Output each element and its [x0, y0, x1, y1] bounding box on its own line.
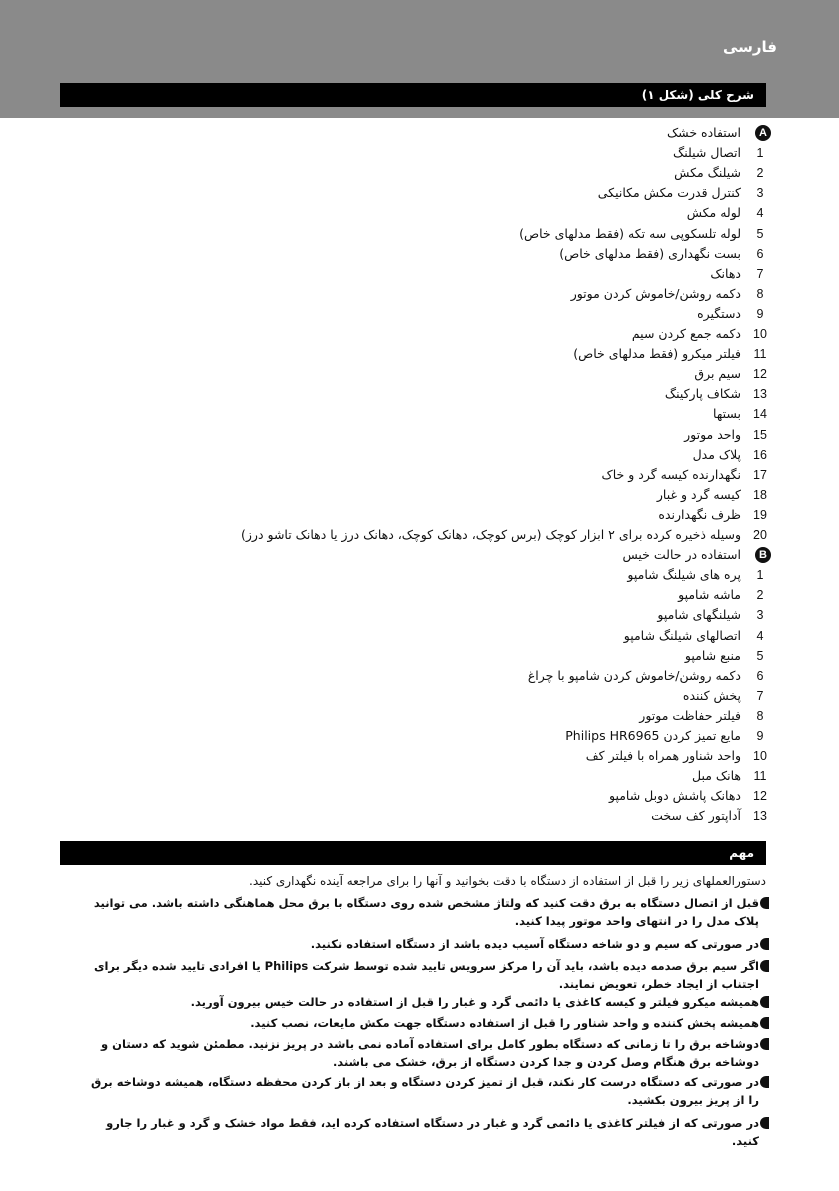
list-item: شکاف پارکینگ: [664, 386, 741, 402]
list-item-number: 10: [753, 749, 767, 764]
group-B-badge: B: [755, 547, 771, 563]
list-item-number: 11: [753, 769, 767, 784]
list-item-number: 5: [756, 648, 764, 663]
group-A-badge: A: [755, 125, 771, 141]
warning-item: در صورتی که سیم و دو شاخه دستگاه آسیب دیده باشد از دستگاه استفاده نکنید.: [310, 937, 759, 951]
bullet-icon: [760, 996, 769, 1008]
list-item: لوله مکش: [686, 205, 741, 221]
list-item: دهانک پاشش دوبل شامپو: [608, 788, 741, 804]
group-A-label: استفاده خشک: [666, 125, 741, 140]
list-item: شیلنگهای شامپو: [657, 607, 741, 623]
list-item-number: 16: [753, 447, 767, 462]
list-item-number: 6: [756, 246, 764, 261]
warning-item: همیشه پخش کننده و واحد شناور را قبل از استفاده دستگاه جهت مکش مایعات، نصب کنید.: [250, 1016, 759, 1030]
list-item: نگهدارنده کیسه گرد و خاک: [601, 466, 741, 482]
warning-item: همیشه میکرو فیلتر و کیسه کاغذی یا دائمی گرد و غبار را قبل از استفاده در حالت خیس بیرون آورید.: [190, 995, 759, 1009]
list-item: ماشه شامپو: [678, 587, 741, 603]
bullet-icon: [760, 960, 769, 972]
list-item: شیلنگ مکش: [674, 165, 741, 181]
list-item-number: 1: [756, 568, 764, 583]
list-item: هانک مبل: [692, 768, 741, 784]
list-item: بستها: [713, 406, 741, 422]
section-title-important: مهم: [60, 841, 766, 865]
list-item-number: 3: [756, 608, 764, 623]
list-item-number: 7: [756, 688, 764, 703]
list-item-number: 1: [756, 146, 764, 161]
list-item: وسیله ذخیره کرده برای ۲ ابزار کوچک (برس کوچک، دهانک کوچک، دهانک درز یا دهانک تاشو درز): [241, 527, 741, 542]
list-item: فیلتر حفاظت موتور: [639, 707, 741, 723]
list-item: فیلتر میکرو (فقط مدلهای خاص): [573, 346, 741, 362]
list-item-number: 13: [753, 387, 767, 402]
list-item: مایع تمیز کردن Philips HR6965: [565, 728, 741, 743]
list-item-number: 17: [753, 467, 767, 482]
list-item-number: 15: [753, 427, 767, 442]
list-item: واحد شناور همراه با فیلتر کف: [585, 748, 741, 764]
bullet-icon: [760, 1076, 769, 1088]
list-item-number: 11: [753, 347, 767, 362]
warning-item: قبل از اتصال دستگاه به برق دقت کنید که ولتاژ مشخص شده روی دستگاه با برق محل هماهنگی داشته باشد. می توانید پلاک مدل را در انتهای واحد موتور پیدا کنید.: [93, 896, 759, 928]
list-item-number: 18: [753, 487, 767, 502]
list-item-number: 9: [756, 729, 764, 743]
list-item: کنترل قدرت مکش مکانیکی: [597, 185, 741, 201]
warning-item: در صورتی که دستگاه درست کار نکند، قبل از تمیز کردن دستگاه و بعد از باز کردن محفظه دستگاه، همیشه دوشاخه برق را از پریز بیرون بکشید.: [90, 1075, 759, 1107]
warning-item: دوشاخه برق را تا زمانی که دستگاه بطور کامل برای استفاده آماده نمی باشد در پریز نزنید. مطمئن شوید که دستان و دوشاخه برق هنگام وصل کردن و جدا کردن دستگاه از برق، خشک می باشند.: [101, 1037, 759, 1069]
list-item-number: 2: [756, 588, 764, 603]
list-item: دهانک: [710, 265, 741, 281]
list-item-number: 8: [756, 708, 764, 723]
list-item-number: 8: [756, 286, 764, 301]
list-item: دستگیره: [697, 305, 741, 321]
list-item-number: 13: [753, 809, 767, 824]
list-item-number: 3: [756, 186, 764, 201]
list-item-number: 7: [756, 266, 764, 281]
bullet-icon: [760, 938, 769, 950]
list-item: دکمه جمع کردن سیم: [631, 326, 741, 341]
list-item-number: 9: [756, 306, 764, 321]
list-item: آداپتور کف سخت: [651, 808, 741, 824]
list-item: پره های شیلنگ شامپو: [627, 567, 741, 583]
list-item-number: 19: [753, 507, 767, 522]
group-B-label: استفاده در حالت خیس: [622, 547, 741, 563]
bullet-icon: [760, 1038, 769, 1050]
language-label: فارسی: [722, 38, 777, 56]
list-item: اتصال شیلنگ: [673, 145, 741, 161]
bullet-icon: [760, 1017, 769, 1029]
list-item: بست نگهداری (فقط مدلهای خاص): [559, 245, 741, 261]
list-item-number: 4: [756, 628, 764, 643]
list-item: منبع شامپو: [684, 647, 741, 663]
list-item: ظرف نگهدارنده: [658, 506, 741, 522]
bullet-icon: [760, 1117, 769, 1129]
list-item-number: 12: [753, 789, 767, 804]
list-item-number: 5: [756, 226, 764, 241]
list-item-number: 20: [753, 528, 767, 542]
warning-item: اگر سیم برق صدمه دیده باشد، باید آن را مرکز سرویس تایید شده توسط شرکت Philips یا افرادی تایید شده دیگر برای اجتناب از ایجاد خطر، تعویض نمایند.: [93, 959, 759, 991]
list-item-number: 12: [753, 367, 767, 382]
list-item: دکمه روشن/خاموش کردن موتور: [570, 285, 741, 301]
list-item-number: 10: [753, 327, 767, 341]
list-item: پلاک مدل: [692, 446, 741, 462]
list-item-number: 4: [756, 206, 764, 221]
bullet-icon: [760, 897, 769, 909]
list-item: پخش کننده: [682, 687, 741, 703]
list-item-number: 14: [753, 407, 767, 422]
list-item: کیسه گرد و غبار: [656, 486, 741, 502]
list-item: سیم برق: [694, 366, 741, 382]
list-item: اتصالهای شیلنگ شامپو: [623, 627, 741, 643]
important-intro: دستورالعملهای زیر را قبل از استفاده از دستگاه با دقت بخوانید و آنها را برای مراجعه آینده نگهداری کنید.: [249, 874, 766, 888]
list-item: دکمه روشن/خاموش کردن شامپو با چراغ: [527, 667, 741, 683]
list-item-number: 2: [756, 166, 764, 181]
section-title-general-description: شرح کلی (شکل ۱): [60, 83, 766, 107]
list-item: لوله تلسکوپی سه تکه (فقط مدلهای خاص): [519, 225, 741, 241]
list-item-number: 6: [756, 668, 764, 683]
warning-item: در صورتی که از فیلتر کاغذی یا دائمی گرد و غبار در دستگاه استفاده کرده اید، فقط مواد خشک و گرد و غبار را جارو کنید.: [106, 1116, 759, 1148]
list-item: واحد موتور: [684, 426, 741, 442]
